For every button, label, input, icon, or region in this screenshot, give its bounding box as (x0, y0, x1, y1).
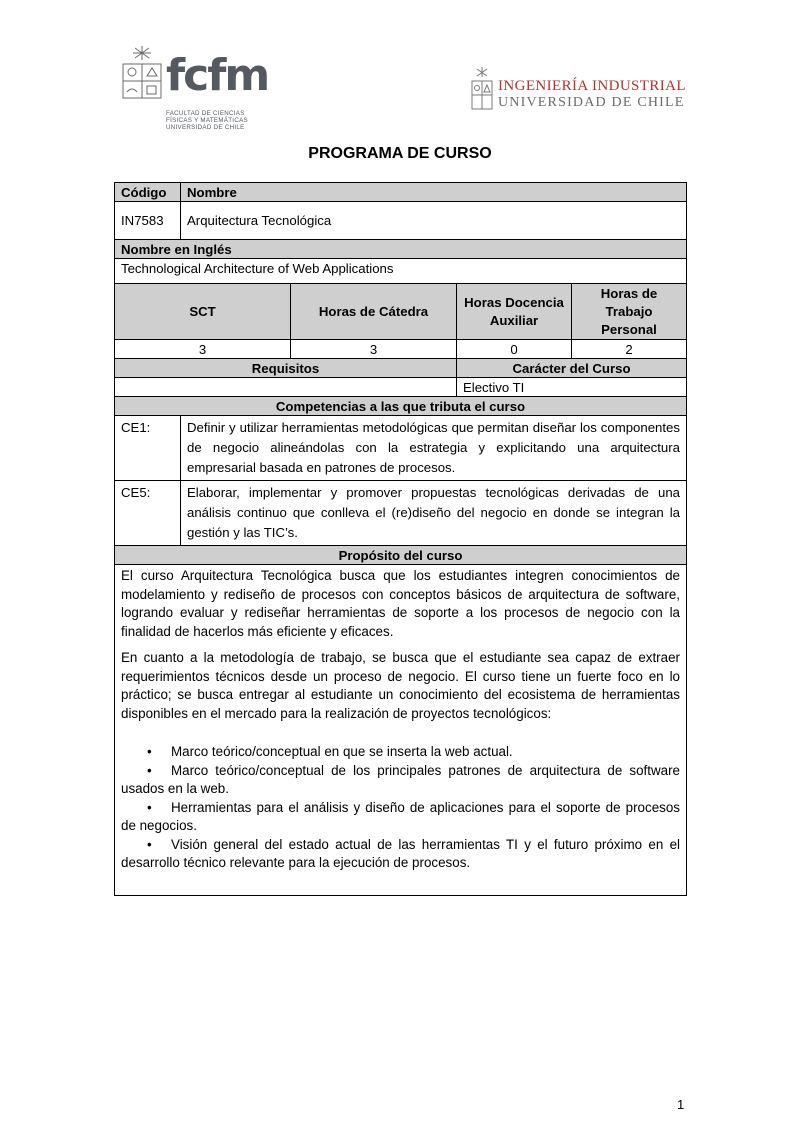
list-item (121, 762, 680, 799)
bullet-icon: • (147, 799, 152, 815)
english-name-header-row (115, 240, 686, 259)
requirements-value (115, 378, 457, 396)
competency-code: CE5: (115, 481, 181, 545)
competency-code: CE1: (115, 416, 181, 480)
hours-value-lecture: 3 (291, 340, 457, 358)
code-name-header-row (115, 183, 686, 202)
course-name: Arquitectura Tecnológica (187, 213, 332, 228)
fcfm-wordmark: fcfm (166, 50, 269, 101)
list-item (121, 743, 680, 762)
competency-text: Definir y utilizar herramientas metodológicas que permitan diseñar los componentes de negocio alineándolas con la estrategia y explicitando una arquitectura empresarial basada en patrones de procesos. (187, 420, 680, 475)
character-value: Electivo TI (463, 380, 525, 395)
hours-header-personal: Horas de Trabajo Personal (600, 285, 658, 337)
logo-subtitle: UNIVERSIDAD DE CHILE (498, 95, 685, 110)
english-name-label: Nombre en Inglés (121, 242, 232, 257)
bullet-icon: • (147, 744, 152, 759)
list-item-text: Herramientas para el análisis y diseño de aplicaciones para el soporte de procesos de negocios. (121, 799, 680, 833)
list-item-text: Visión general del estado actual de las herramientas TI y el futuro próximo en el desarrollo técnico relevante para la ejecución de procesos. (121, 836, 680, 870)
competencies-header-row (115, 397, 686, 416)
hours-value-sct: 3 (115, 340, 291, 358)
purpose-body-row (115, 565, 686, 895)
hours-header-auxiliary: Horas Docencia Auxiliar (457, 284, 572, 339)
bullet-icon: • (147, 836, 152, 852)
hours-value-auxiliary: 0 (457, 340, 572, 358)
hours-value-personal: 2 (625, 342, 633, 357)
competencies-label: Competencias a las que tributa el curso (275, 399, 526, 414)
purpose-body (115, 565, 686, 895)
competency-text: Elaborar, implementar y promover propuestas tecnológicas derivadas de una análisis continuo que conlleva el (re)diseño del negocio en donde se integran la gestión y las TIC’s. (187, 485, 680, 540)
hours-header-row (115, 284, 686, 340)
page-number: 1 (677, 1097, 685, 1112)
page-title: PROGRAMA DE CURSO (308, 145, 492, 162)
university-crest-icon (470, 66, 494, 112)
code-label: Código (115, 183, 181, 201)
english-name: Technological Architecture of Web Applications (121, 261, 394, 276)
competency-row (115, 481, 686, 546)
hours-value-row (115, 340, 686, 359)
code-name-value-row (115, 202, 686, 240)
competency-row (115, 416, 686, 481)
english-name-value-row (115, 259, 686, 284)
purpose-bullet-list (121, 743, 680, 873)
university-crest-icon (120, 44, 164, 102)
purpose-paragraph: El curso Arquitectura Tecnológica busca que los estudiantes integren conocimientos de modelamiento y rediseño de procesos con conceptos básicos de arquitectura de software, logrando evaluar y rediseñar herramientas de soporte a los procesos de negocio con la finalidad de hacerlos más eficiente y eficaces. (121, 568, 680, 639)
course-program-table (114, 182, 687, 896)
list-item (121, 799, 680, 836)
purpose-label: Propósito del curso (338, 548, 463, 563)
bullet-icon: • (147, 762, 152, 778)
logo-title: INGENIERÍA INDUSTRIAL (498, 78, 686, 94)
character-label: Carácter del Curso (512, 361, 631, 376)
requirements-header-row (115, 359, 686, 378)
course-code: IN7583 (115, 202, 181, 239)
fcfm-logo (120, 44, 280, 136)
hours-header-lecture: Horas de Cátedra (291, 284, 457, 339)
requirements-value-row (115, 378, 686, 397)
name-label: Nombre (187, 185, 237, 200)
requirements-label: Requisitos (115, 359, 457, 377)
purpose-paragraph: En cuanto a la metodología de trabajo, se busca que el estudiante sea capaz de extraer requerimientos técnicos desde un proceso de negocio. El curso tiene un fuerte foco en lo práctico; se busca entregar al estudiante un conocimiento del ecosistema de herramientas disponibles en el mercado para la realización de proyectos tecnológicos: (121, 650, 680, 721)
list-item (121, 836, 680, 873)
list-item-text: Marco teórico/conceptual de los principales patrones de arquitectura de software usados en la web. (121, 762, 680, 796)
ingenieria-industrial-logo (470, 64, 685, 114)
list-item-text: Marco teórico/conceptual en que se inserta la web actual. (171, 744, 513, 759)
fcfm-subtitle: FACULTAD DE CIENCIAS FÍSICAS Y MATEMÁTICAS UNIVERSIDAD DE CHILE (166, 110, 248, 131)
purpose-header-row (115, 546, 686, 565)
hours-header-sct: SCT (115, 284, 291, 339)
